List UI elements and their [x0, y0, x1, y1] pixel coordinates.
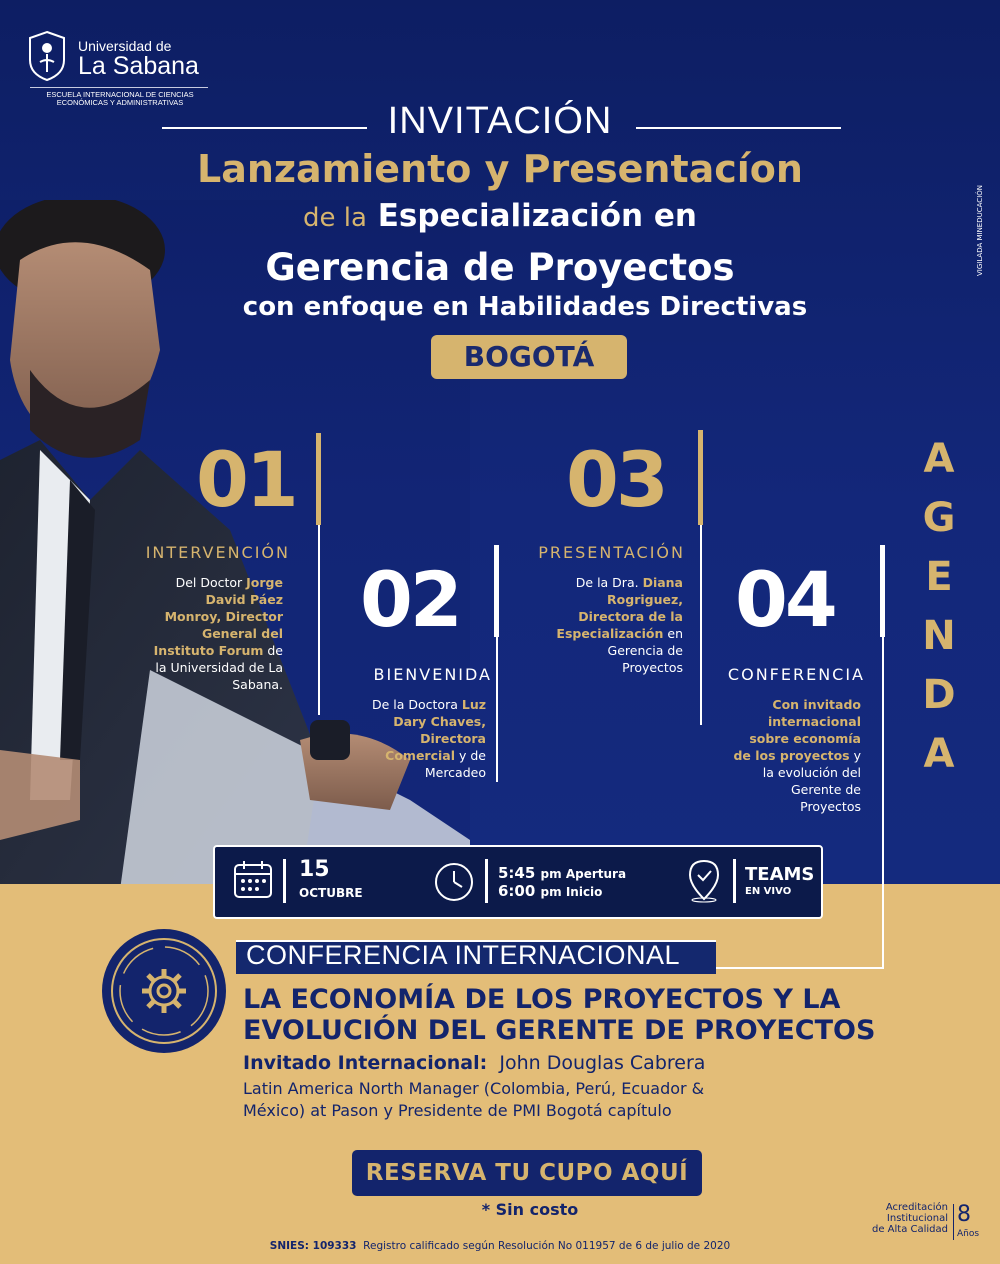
agenda-desc-highlight: Diana Rogriguez, Directora de la Especialización — [556, 575, 683, 641]
event-info-bar — [213, 845, 823, 919]
event-day: 15 — [299, 857, 330, 882]
heading-rule-left — [162, 127, 367, 129]
info-divider-1 — [283, 859, 286, 903]
agenda-desc-highlight: Con invitado internacional sobre economía de los proyectos — [733, 697, 861, 763]
conference-title-line-2: EVOLUCIÓN DEL GERENTE DE PROYECTOS — [243, 1015, 876, 1046]
school-name: ESCUELA INTERNACIONAL DE CIENCIAS ECONÓMICAS Y ADMINISTRATIVAS — [46, 90, 194, 107]
vigilada-side-text — [972, 116, 996, 276]
opening-time — [498, 864, 626, 882]
agenda-desc-01 — [150, 574, 283, 693]
program-prefix: de la — [303, 203, 367, 233]
agenda-title-01: INTERVENCIÓN — [145, 543, 290, 562]
agenda-number-01: 01 — [196, 435, 296, 524]
conference-label: CONFERENCIA INTERNACIONAL — [246, 940, 681, 970]
agenda-letter: N — [922, 613, 956, 659]
accreditation-line-1: Acreditación — [885, 1202, 948, 1213]
guest-label: Invitado Internacional: — [243, 1052, 488, 1074]
conference-title-line-1: LA ECONOMÍA DE LOS PROYECTOS Y LA — [243, 984, 841, 1015]
agenda-line-01 — [318, 525, 320, 715]
agenda-desc-02 — [360, 696, 486, 781]
agenda-number-03: 03 — [566, 435, 666, 524]
agenda-desc-text: y la evolución del Gerente de Proyectos — [762, 748, 861, 814]
agenda-bar-02 — [494, 545, 499, 637]
agenda-bar-03 — [698, 430, 703, 525]
platform-name: TEAMS — [745, 864, 815, 885]
program-main: Especialización en — [377, 198, 697, 234]
program-name: Gerencia de Proyectos — [265, 246, 735, 289]
agenda-letter: A — [923, 436, 955, 482]
invitation-heading: INVITACIÓN — [387, 100, 613, 142]
registration-text: Registro calificado según Resolución No 011957 de 6 de julio de 2020 — [363, 1240, 731, 1252]
agenda-desc-text: en Gerencia de Proyectos — [607, 626, 683, 675]
guest-line — [243, 1052, 705, 1074]
logo-divider — [30, 87, 208, 88]
agenda-desc-text: De la Dra. — [575, 575, 643, 590]
university-crest-icon — [28, 30, 66, 82]
accreditation-line-3: de Alta Calidad — [871, 1224, 948, 1235]
accreditation-divider — [953, 1204, 954, 1240]
guest-description — [243, 1078, 783, 1122]
agenda-vertical-label — [922, 430, 956, 784]
vigilada-label: VIGILADA MINEDUCACIÓN — [976, 185, 984, 276]
agenda-desc-highlight: Luz Dary Chaves, Directora Comercial — [385, 697, 486, 763]
event-title: Lanzamiento y Presentacíon — [197, 147, 803, 191]
agenda-title-02: BIENVENIDA — [373, 665, 492, 684]
start-time — [498, 882, 602, 900]
conference-title — [243, 984, 943, 1046]
guest-description-line-2: México) at Pason y Presidente de PMI Bogotá capítulo — [243, 1101, 672, 1120]
gear-cycle-icon — [100, 927, 228, 1055]
agenda-bar-04 — [880, 545, 885, 637]
free-note: * Sin costo — [481, 1200, 579, 1219]
location-pin-icon — [685, 859, 723, 903]
agenda-letter: A — [923, 731, 955, 777]
agenda-connector-horizontal — [716, 967, 884, 969]
opening-time-value: 5:45 — [498, 864, 536, 882]
agenda-desc-text: De la Doctora — [371, 697, 462, 712]
agenda-number-02: 02 — [360, 555, 460, 644]
opening-time-label: pm Apertura — [540, 867, 627, 881]
start-time-value: 6:00 — [498, 882, 536, 900]
calendar-icon — [233, 859, 273, 901]
event-month: OCTUBRE — [299, 886, 363, 900]
agenda-desc-04 — [730, 696, 861, 815]
agenda-desc-highlight: Jorge David Páez Monroy, Director General del Instituto Forum — [153, 575, 283, 658]
accreditation-years: 8 — [957, 1202, 971, 1227]
info-divider-2 — [485, 859, 488, 903]
agenda-desc-text: Del Doctor — [175, 575, 247, 590]
agenda-line-03 — [700, 525, 702, 725]
agenda-title-03: PRESENTACIÓN — [538, 543, 685, 562]
accreditation-text — [868, 1202, 948, 1235]
start-time-label: pm Inicio — [540, 885, 603, 899]
agenda-letter: D — [922, 672, 956, 718]
agenda-connector-line — [882, 637, 884, 969]
accreditation-years-label: Años — [957, 1229, 980, 1239]
footer-registration — [0, 1240, 1000, 1252]
accreditation-line-2: Institucional — [886, 1213, 948, 1224]
clock-icon — [433, 861, 475, 903]
program-focus: con enfoque en Habilidades Directivas — [242, 292, 808, 322]
guest-name: John Douglas Cabrera — [499, 1052, 706, 1074]
agenda-number-04: 04 — [735, 555, 835, 644]
city-badge: BOGOTÁ — [431, 335, 627, 379]
agenda-desc-text: y de Mercadeo — [424, 748, 486, 780]
agenda-letter: G — [922, 495, 956, 541]
agenda-title-04: CONFERENCIA — [727, 665, 865, 684]
university-name: La Sabana — [78, 52, 199, 80]
platform-subtitle: EN VIVO — [745, 886, 792, 897]
info-divider-3 — [733, 859, 736, 903]
agenda-desc-text: de la Universidad de La Sabana. — [155, 643, 283, 692]
agenda-line-02 — [496, 637, 498, 782]
agenda-bar-01 — [316, 433, 321, 525]
program-line — [100, 198, 900, 234]
heading-rule-right — [636, 127, 841, 129]
guest-description-line-1: Latin America North Manager (Colombia, Perú, Ecuador & — [243, 1079, 705, 1098]
university-name-small: Universidad de — [78, 38, 172, 54]
reserve-button[interactable]: RESERVA TU CUPO AQUÍ — [352, 1150, 702, 1196]
snies-code: SNIES: 109333 — [269, 1240, 357, 1252]
agenda-letter: E — [925, 554, 953, 600]
agenda-desc-03 — [552, 574, 683, 676]
